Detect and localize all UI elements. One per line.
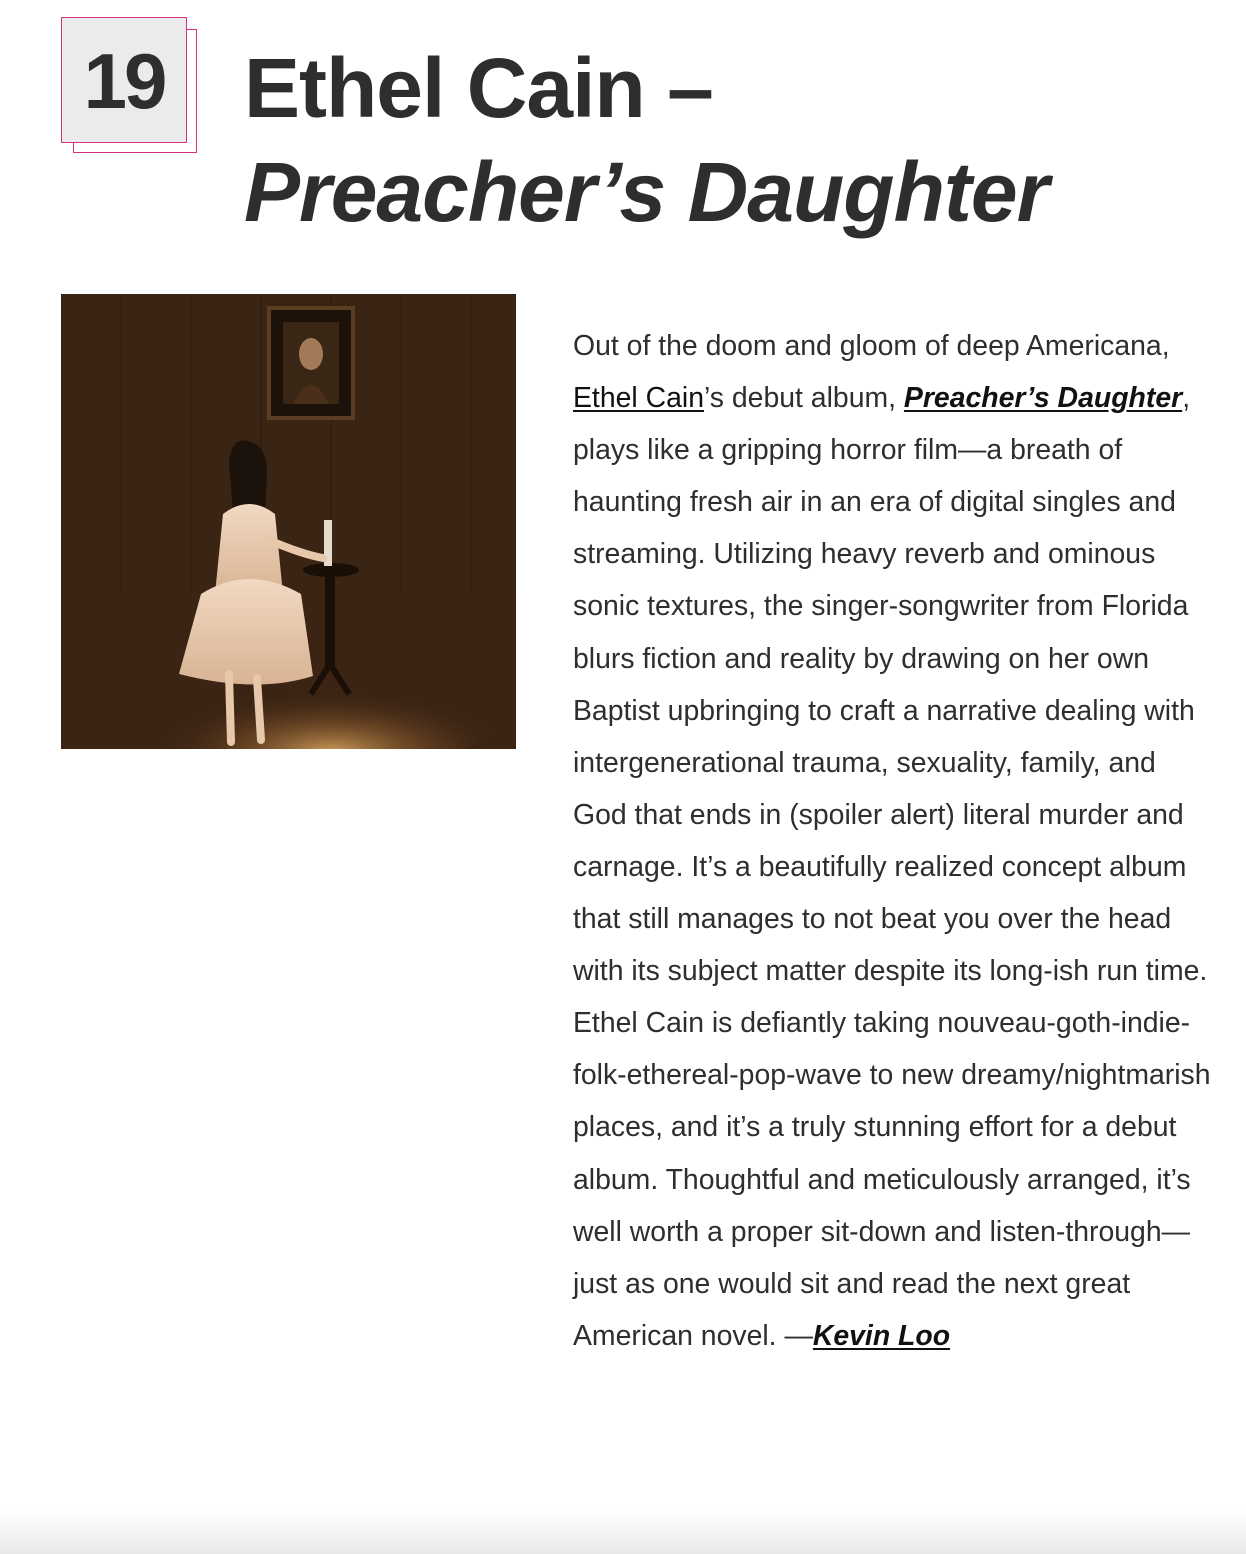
rank-badge-face — [61, 17, 187, 143]
album-cover-image — [61, 294, 516, 749]
review-body: , plays like a gripping horror film—a breath of haunting fresh air in an era of digital singles and streaming. Utilizing heavy reverb and ominous sonic textures, the singer-songwriter from Florida blurs fiction and reality by drawing on her own Baptist upbringing to craft a narrative dealing with intergenerational trauma, sexuality, family, and God that ends in (spoiler alert) literal murder and carnage. It’s a beautifully realized concept album that still manages to not beat you over the head with its subject matter despite its long-ish run time. Ethel Cain is defiantly taking nouveau-goth-indie-folk-ethereal-pop-wave to new dreamy/nightmarish places, and it’s a truly stunning effort for a debut album. Thoughtful and meticulously arranged, it’s well worth a proper sit-down and listen-through—just as one would sit and read the next great American novel. — — [573, 382, 1211, 1352]
bottom-fade — [0, 1508, 1246, 1554]
review-connector: ’s debut album, — [704, 382, 904, 415]
artist-link[interactable]: Ethel Cain — [573, 382, 704, 415]
entry-title — [244, 36, 1048, 244]
artist-heading: Ethel Cain – — [244, 41, 713, 135]
author-link[interactable]: Kevin Loo — [812, 1319, 951, 1352]
album-heading: Preacher’s Daughter — [244, 145, 1049, 239]
review-text — [573, 320, 1213, 1362]
album-link[interactable]: Preacher’s Daughter — [903, 382, 1183, 415]
album-cover-art — [61, 294, 516, 749]
rank-badge — [61, 17, 201, 157]
rank-number: 19 — [83, 37, 165, 125]
review-intro: Out of the doom and gloom of deep Americana, — [573, 330, 1170, 362]
